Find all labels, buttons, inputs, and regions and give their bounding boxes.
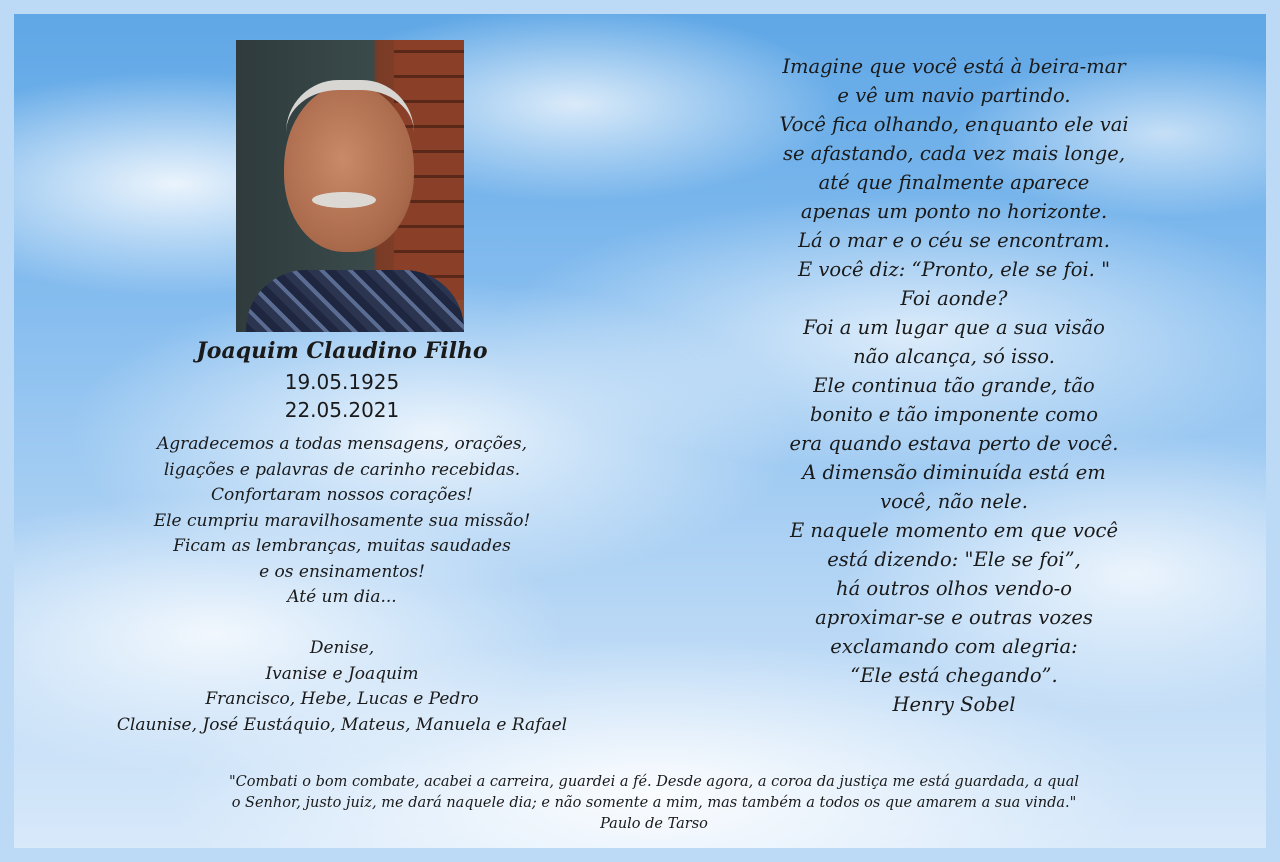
poem-line: Foi a um lugar que a sua visão (803, 316, 1105, 339)
thanks-line: ligações e palavras de carinho recebidas. (163, 459, 521, 480)
poem-line: apenas um ponto no horizonte. (800, 200, 1108, 223)
birth-date: 19.05.1925 (284, 370, 400, 394)
poem-line: Foi aonde? (900, 287, 1008, 310)
poem (654, 52, 1254, 719)
poem-line: você, não nele. (880, 490, 1028, 513)
death-date: 22.05.2021 (284, 398, 400, 422)
family-line: Denise, (309, 638, 375, 658)
thanks-line: Ele cumpriu maravilhosamente sua missão! (153, 510, 531, 531)
plaid-shirt (246, 270, 464, 332)
poem-line: se afastando, cada vez mais longe, (782, 142, 1126, 165)
poem-line: há outros olhos vendo-o (836, 577, 1072, 600)
poem-line: Lá o mar e o céu se encontram. (798, 229, 1110, 252)
family-line: Claunise, José Eustáquio, Mateus, Manuela e Rafael (116, 714, 568, 735)
poem-line: não alcança, só isso. (853, 345, 1055, 368)
family-line: Francisco, Hebe, Lucas e Pedro (205, 689, 479, 709)
deceased-name: Joaquim Claudino Filho (196, 338, 488, 364)
quote-line: "Combati o bom combate, acabei a carreira, guardei a fé. Desde agora, a coroa da justiça me está guardada, a qual (229, 774, 1079, 790)
thanks-line: Ficam as lembranças, muitas saudades (173, 536, 511, 556)
family-line: Ivanise e Joaquim (265, 663, 419, 684)
quote-author: Paulo de Tarso (600, 816, 708, 832)
poem-line: e vê um navio partindo. (837, 84, 1071, 107)
poem-line: era quando estava perto de você. (789, 432, 1119, 455)
poem-line: Você fica olhando, enquanto ele vai (779, 113, 1129, 136)
poem-line: Ele continua tão grande, tão (813, 374, 1095, 397)
thanks-message (54, 432, 630, 738)
quote-line: o Senhor, justo juiz, me dará naquele dia; e não somente a mim, mas também a todos os que amarem a sua vinda." (231, 795, 1077, 811)
thanks-spacer (54, 611, 630, 637)
poem-line: Imagine que você está à beira-mar (782, 55, 1126, 78)
thanks-line: Confortaram nossos corações! (211, 485, 473, 505)
portrait-photo (236, 40, 464, 332)
poem-line: A dimensão diminuída está em (802, 461, 1106, 484)
bible-quote (54, 772, 1254, 835)
poem-line: “Ele está chegando”. (850, 664, 1058, 687)
poem-line: está dizendo: "Ele se foi”, (827, 548, 1081, 571)
poem-line: E você diz: “Pronto, ele se foi. " (797, 258, 1111, 281)
thanks-line: Até um dia... (287, 587, 397, 607)
poem-author: Henry Sobel (892, 693, 1016, 716)
thanks-line: Agradecemos a todas mensagens, orações, (156, 434, 528, 454)
poem-line: aproximar-se e outras vozes (815, 606, 1093, 629)
poem-line: E naquele momento em que você (790, 519, 1118, 542)
poem-line: bonito e tão imponente como (809, 403, 1098, 426)
mustache (312, 192, 376, 208)
poem-line: até que finalmente aparece (818, 171, 1090, 194)
thanks-line: e os ensinamentos! (259, 561, 425, 582)
poem-line: exclamando com alegria: (830, 635, 1078, 658)
